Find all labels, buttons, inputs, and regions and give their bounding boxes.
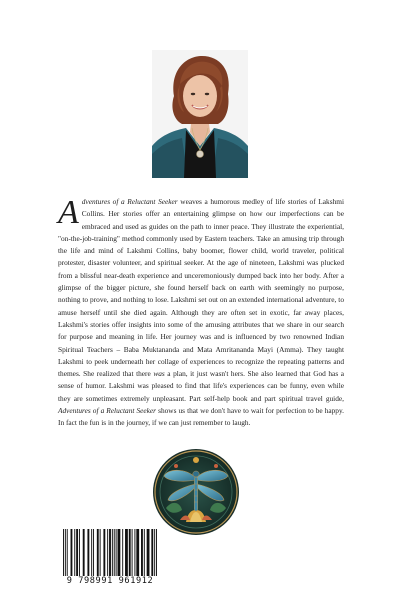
barcode-bar — [76, 529, 78, 576]
barcode-bar — [87, 529, 89, 576]
barcode-bar — [91, 529, 92, 576]
barcode-bar — [114, 529, 115, 576]
barcode-bar — [93, 529, 94, 576]
barcode-bar — [112, 529, 113, 576]
barcode-bar — [100, 529, 101, 576]
book-description — [58, 196, 344, 430]
dragonfly-icon — [152, 448, 240, 536]
barcode-bar — [109, 529, 111, 576]
barcode-bar — [129, 529, 131, 576]
barcode-bar — [107, 529, 108, 576]
barcode-bar — [83, 529, 85, 576]
emphasis-was: was — [153, 369, 165, 379]
description-part-3: shows us that we don't have to wait for perfection to be happy. In fact the fun is in the journey, if we can just remember to laugh. — [58, 406, 344, 428]
description-part-2: a plan, it just wasn't hers. She also learned that God has a sense of humor. Lakshmi was pleased to find that life's experiences can be funny, even while they are sometimes extremely unpleasant. Part self-help book and part spiritual travel guide, — [58, 369, 344, 403]
description-part-1: weaves a humorous medley of life stories of Lakshmi Collins. Her stories offer an entertaining glimpse on how our imperfections can be embraced and used as guides on the path to inner peace. They illustrate the experiential, "on-the-job-training" method commonly used by Eastern teachers. Take an amusing trip through the life and mind of Lakshmi Collins, baby boomer, flower child, world traveler, political protester, disaster volunteer, and spiritual seeker. At the age of nineteen, Lakshmi was plucked from a blissful near-death experience and unceremoniously dumped back into her body. After a glimpse of the bigger picture, she found herself back on earth with seemingly no purpose, nothing to prove, and nothing to lose. Lakshmi set out on an extended international adventure, to amuse herself until she died again. Although they are often set in exotic, far away places, Lakshmi's stories offer insights into some of the amusing attributes that we share in our search for purpose and meaning in life. Her journey was and is influenced by two renowned Indian Spiritual Teachers – Baba Muktananda and Mata Amritananda Mayi (Amma). They taught Lakshmi to peek underneath her collage of experiences to recognize the repeating patterns and themes. She realized that there — [58, 197, 344, 379]
barcode-bar — [71, 529, 73, 576]
book-title-inline-2: Adventures of a Reluctant Seeker — [58, 406, 157, 416]
barcode-bar — [67, 529, 68, 576]
barcode-bar — [125, 529, 128, 576]
dragonfly-emblem — [152, 448, 240, 536]
book-title-inline: dventures of a Reluctant Seeker — [81, 197, 178, 206]
isbn-digits: 9 798991 961912 — [66, 576, 154, 586]
barcode-bar — [132, 529, 133, 576]
barcode-bar — [141, 529, 143, 576]
barcode-bar — [144, 529, 145, 576]
isbn-barcode — [58, 527, 162, 589]
barcode-bar — [122, 529, 123, 576]
barcode-bar — [63, 529, 64, 576]
barcode-bar — [136, 529, 139, 576]
barcode-bar — [147, 529, 150, 576]
barcode-bar — [74, 529, 75, 576]
drop-cap-letter: A — [58, 194, 79, 231]
barcode-bar — [79, 529, 80, 576]
barcode-bar — [116, 529, 117, 576]
barcode-bar — [97, 529, 99, 576]
barcode-bar — [151, 529, 153, 576]
barcode-bar — [65, 529, 66, 576]
barcode-bar — [118, 529, 121, 576]
author-photo — [152, 50, 248, 178]
barcode-bar — [154, 529, 155, 576]
barcode-bar — [103, 529, 105, 576]
barcode-bar — [156, 529, 157, 576]
barcode-bar — [134, 529, 135, 576]
author-portrait-image — [152, 50, 248, 178]
barcode-bars — [62, 529, 158, 576]
